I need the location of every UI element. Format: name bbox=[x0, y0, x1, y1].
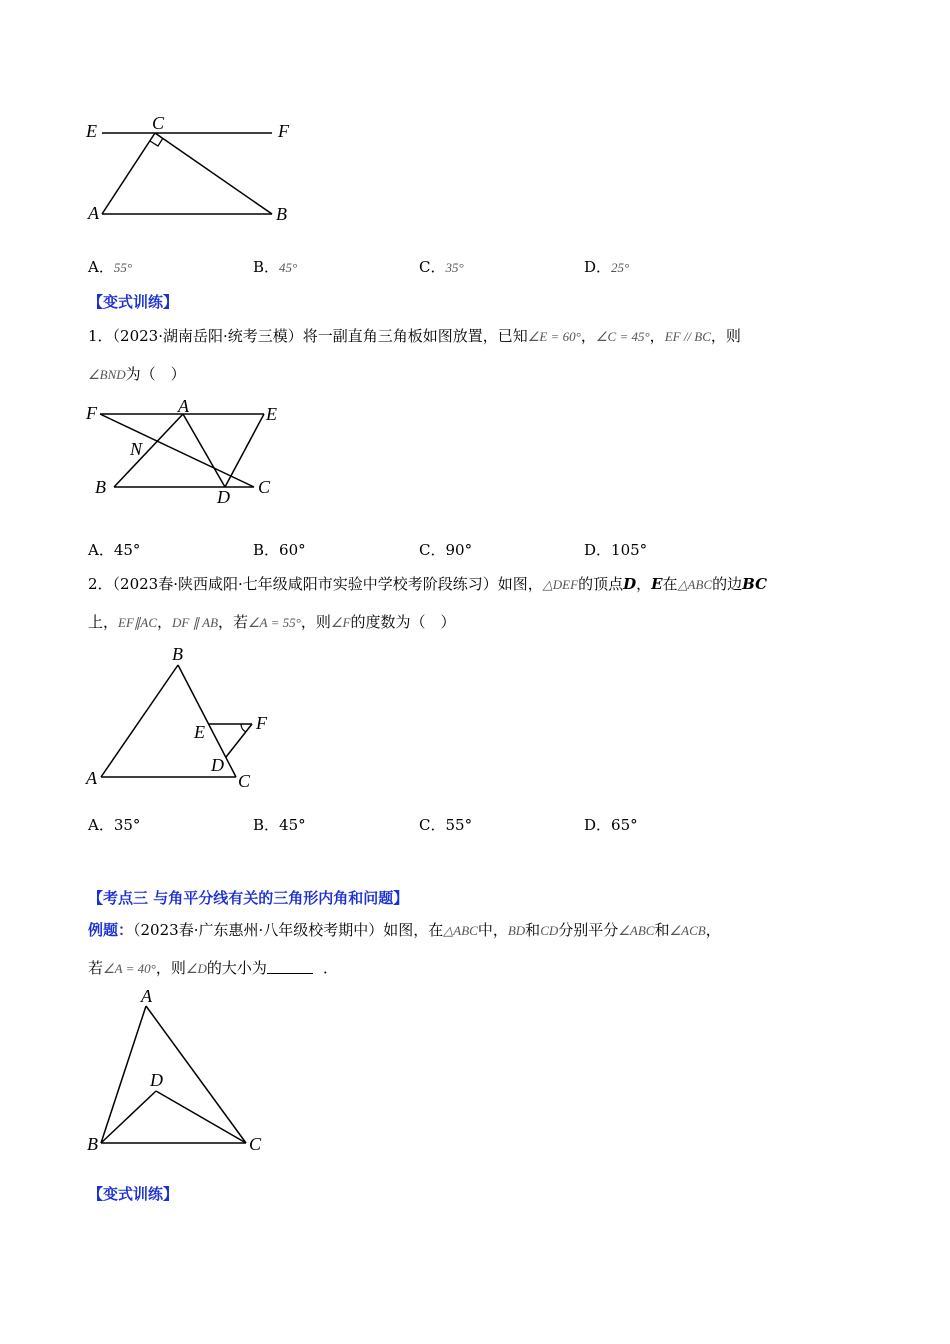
fig4-label-a: A bbox=[141, 986, 152, 1006]
fig3-label-e: E bbox=[194, 722, 205, 742]
q2-option-a[interactable]: A．35° bbox=[88, 816, 141, 834]
fig2-label-e: E bbox=[266, 404, 277, 424]
q2-line-2: 上，EF∥AC，DF ∥ AB，若∠A = 55°，则∠F的度数为（ ） bbox=[88, 613, 456, 631]
q1-option-d[interactable]: D．105° bbox=[584, 541, 648, 559]
fig2-label-n: N bbox=[130, 439, 143, 459]
q2-option-b[interactable]: B．45° bbox=[253, 816, 306, 834]
section-title-variant-2: 【变式训练】 bbox=[88, 1185, 179, 1203]
q2-line-1: 2．（2023春·陕西咸阳·七年级咸阳市实验中学校考阶段练习）如图，△DEF的顶点D，E在△ABC的边BC bbox=[88, 575, 768, 593]
fig3-label-c: C bbox=[238, 771, 251, 791]
q1-option-a[interactable]: A．45° bbox=[88, 541, 141, 559]
fig4-label-b: B bbox=[87, 1134, 98, 1154]
fig4-label-c: C bbox=[249, 1134, 262, 1154]
fig1-label-f: F bbox=[278, 121, 289, 141]
q0-option-a[interactable]: A．55° bbox=[88, 258, 133, 276]
fig3-label-b: B bbox=[172, 644, 183, 664]
fig2-label-b: B bbox=[95, 477, 106, 497]
fig2-label-d: D bbox=[217, 487, 230, 507]
fig3-label-f: F bbox=[256, 713, 267, 733]
segment-cd bbox=[156, 1091, 246, 1143]
fig2-label-a: A bbox=[178, 396, 189, 416]
section-title-variant-1: 【变式训练】 bbox=[88, 293, 179, 311]
q2-option-c[interactable]: C．55° bbox=[419, 816, 473, 834]
example-line-1: 例题：（2023春·广东惠州·八年级校考期中）如图，在△ABC中，BD和CD分别平分∠ABC和∠ACB， bbox=[88, 921, 721, 939]
q2-option-d[interactable]: D．65° bbox=[584, 816, 638, 834]
q0-option-d[interactable]: D．25° bbox=[584, 258, 630, 276]
fig2-label-f: F bbox=[86, 403, 97, 423]
fig3-label-d: D bbox=[211, 755, 224, 775]
fig2-label-c: C bbox=[258, 477, 271, 497]
q0-option-b[interactable]: B．45° bbox=[253, 258, 298, 276]
fig1-label-a: A bbox=[88, 203, 99, 223]
fig1-label-b: B bbox=[276, 204, 287, 224]
q0-option-c[interactable]: C．35° bbox=[419, 258, 464, 276]
fig1-label-e: E bbox=[86, 121, 97, 141]
fig1-label-c: C bbox=[152, 113, 165, 133]
section-title-topic-3: 【考点三 与角平分线有关的三角形内角和问题】 bbox=[88, 889, 409, 907]
q1-option-c[interactable]: C．90° bbox=[419, 541, 473, 559]
q1-line-1: 1．（2023·湖南岳阳·统考三模）将一副直角三角板如图放置，已知∠E = 60°，∠C = 45°，EF // BC，则 bbox=[88, 327, 741, 345]
q1-line-2: ∠BND为（ ） bbox=[88, 365, 186, 383]
q1-option-b[interactable]: B．60° bbox=[253, 541, 306, 559]
fig3-label-a: A bbox=[86, 768, 97, 788]
fig4-label-d: D bbox=[150, 1070, 163, 1090]
example-line-2: 若∠A = 40°，则∠D的大小为 ． bbox=[88, 959, 338, 977]
